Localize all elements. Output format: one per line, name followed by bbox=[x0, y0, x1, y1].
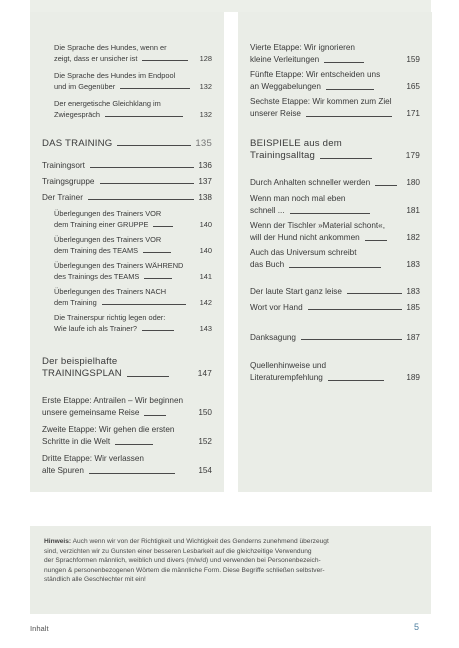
leader-line bbox=[90, 167, 194, 168]
toc-entry-text: dem Training bbox=[54, 297, 200, 308]
page-number: 189 bbox=[406, 373, 420, 382]
leader-line bbox=[127, 376, 169, 377]
leader-line bbox=[117, 145, 191, 146]
toc-entry-text: unsere gemeinsame Reise bbox=[42, 407, 198, 419]
page-number: 152 bbox=[198, 437, 212, 446]
toc-entry-thanks[interactable]: Danksagung 187 bbox=[250, 333, 420, 342]
toc-entry[interactable]: Der laute Start ganz leise 183 bbox=[250, 287, 420, 296]
leader-line bbox=[289, 267, 381, 268]
toc-entry-text: kleine Verleitungen bbox=[250, 54, 406, 66]
notice-text-line: nungen & personenbezogenen Wörtern die männliche Form. Diese Begriffe schließen selbstver- bbox=[44, 566, 325, 574]
toc-entry[interactable]: Die Sprache des Hundes, wenn er zeigt, dass er unsicher ist 128 bbox=[54, 43, 212, 63]
page-number: 140 bbox=[199, 220, 212, 229]
toc-entry-text: TRAININGSPLAN bbox=[42, 368, 198, 380]
toc-entry-text: schnell ... bbox=[250, 205, 406, 217]
toc-column-left bbox=[30, 12, 224, 492]
leader-line bbox=[324, 62, 364, 63]
toc-column-right bbox=[238, 12, 432, 492]
toc-subentry[interactable]: Überlegungen des Trainers VOR dem Training einer GRUPPE 140 bbox=[54, 209, 212, 229]
toc-entry-text: und im Gegenüber bbox=[54, 81, 200, 92]
page-number: 143 bbox=[199, 324, 212, 333]
leader-line bbox=[102, 304, 186, 305]
toc-entry[interactable]: Traingsgruppe 137 bbox=[42, 177, 212, 186]
toc-entry-text: Literaturempfehlung bbox=[250, 372, 406, 384]
page-number: 185 bbox=[406, 303, 420, 312]
toc-subentry[interactable]: Überlegungen des Trainers VOR dem Training des TEAMS 140 bbox=[54, 235, 212, 255]
toc-entry-text: Durch Anhalten schneller werden bbox=[250, 177, 406, 189]
leader-line bbox=[301, 339, 402, 340]
toc-entry-text: des Trainings des TEAMS bbox=[54, 271, 200, 282]
toc-entry-text: Wie laufe ich als Trainer? bbox=[54, 323, 200, 334]
toc-entry-text: zeigt, dass er unsicher ist bbox=[54, 53, 200, 64]
toc-entry[interactable]: Fünfte Etappe: Wir entscheiden uns an Weggabelungen 165 bbox=[250, 70, 420, 91]
page-number: 132 bbox=[199, 110, 212, 119]
leader-line bbox=[142, 330, 174, 331]
page-number: 147 bbox=[197, 369, 212, 378]
leader-line bbox=[100, 183, 195, 184]
page-number: 159 bbox=[406, 55, 420, 64]
footer-page-number: 5 bbox=[414, 622, 420, 632]
leader-line bbox=[143, 252, 171, 253]
toc-entry-text: Schritte in die Welt bbox=[42, 436, 198, 448]
page-number: 179 bbox=[405, 151, 420, 160]
page-number: 180 bbox=[406, 178, 420, 187]
notice-label: Hinweis: bbox=[44, 538, 72, 545]
gender-notice bbox=[30, 526, 431, 614]
toc-entry-text: will der Hund nicht ankommen bbox=[250, 232, 406, 244]
toc-entry[interactable]: Zweite Etappe: Wir gehen die ersten Schritte in die Welt 152 bbox=[42, 425, 212, 446]
page-number: 165 bbox=[406, 82, 420, 91]
toc-entry[interactable]: Der Trainer 138 bbox=[42, 193, 212, 202]
toc-subentry[interactable]: Überlegungen des Trainers WÄHREND des Trainings des TEAMS 141 bbox=[54, 261, 212, 281]
section-title: DAS TRAINING bbox=[42, 138, 113, 149]
toc-entry-text: alte Spuren bbox=[42, 465, 198, 477]
toc-entry-text: das Buch bbox=[250, 259, 406, 271]
toc-heading-plan[interactable]: Der beispielhafte TRAININGSPLAN 147 bbox=[42, 356, 212, 379]
leader-line bbox=[308, 309, 403, 310]
toc-entry[interactable]: Vierte Etappe: Wir ignorieren kleine Verleitungen 159 bbox=[250, 43, 420, 64]
notice-text-line: ständlich alle Geschlechter mit ein! bbox=[44, 576, 146, 584]
page-number: 138 bbox=[198, 193, 212, 202]
toc-heading-examples[interactable]: BEISPIELE aus dem Trainingsalltag 179 bbox=[250, 138, 420, 161]
page-number: 171 bbox=[406, 109, 420, 118]
top-band bbox=[30, 0, 431, 12]
toc-subentry[interactable]: Die Trainerspur richtig legen oder: Wie laufe ich als Trainer? 143 bbox=[54, 313, 212, 333]
toc-entry-text: dem Training des TEAMS bbox=[54, 245, 200, 256]
toc-entry-text: Zwiegespräch bbox=[54, 109, 200, 120]
toc-entry-text: an Weggabelungen bbox=[250, 81, 406, 93]
toc-subentry[interactable]: Überlegungen des Trainers NACH dem Training 142 bbox=[54, 287, 212, 307]
toc-entry[interactable]: Sechste Etappe: Wir kommen zum Ziel unserer Reise 171 bbox=[250, 97, 420, 118]
leader-line bbox=[365, 240, 387, 241]
page-number: 132 bbox=[199, 82, 212, 91]
toc-entry[interactable]: Der energetische Gleichklang im Zwiegespräch 132 bbox=[54, 99, 212, 119]
leader-line bbox=[375, 185, 397, 186]
toc-entry[interactable]: Dritte Etappe: Wir verlassen alte Spuren 154 bbox=[42, 454, 212, 475]
page-number: 142 bbox=[199, 298, 212, 307]
toc-entry[interactable]: Erste Etappe: Antrailen – Wir beginnen unsere gemeinsame Reise 150 bbox=[42, 396, 212, 417]
page-number: 137 bbox=[198, 177, 212, 186]
page-number: 183 bbox=[406, 260, 420, 269]
page-number: 187 bbox=[406, 333, 420, 342]
leader-line bbox=[105, 116, 183, 117]
page-number: 140 bbox=[199, 246, 212, 255]
toc-entry[interactable]: Auch das Universum schreibt das Buch 183 bbox=[250, 248, 420, 269]
page-number: 136 bbox=[198, 161, 212, 170]
leader-line bbox=[115, 444, 153, 445]
toc-entry[interactable]: Trainingsort 136 bbox=[42, 161, 212, 170]
toc-entry-text: dem Training einer GRUPPE bbox=[54, 219, 200, 230]
page-number: 181 bbox=[406, 206, 420, 215]
page-number: 183 bbox=[406, 287, 420, 296]
leader-line bbox=[290, 213, 370, 214]
toc-entry[interactable]: Die Sprache des Hundes im Endpool und im Gegenüber 132 bbox=[54, 71, 212, 91]
leader-line bbox=[320, 158, 372, 159]
leader-line bbox=[120, 88, 190, 89]
leader-line bbox=[142, 60, 188, 61]
page-number: 150 bbox=[198, 408, 212, 417]
notice-text-line: sind, verzichten wir zu Gunsten einer besseren Lesbarkeit auf die gleichzeitige Verwendung bbox=[44, 547, 312, 555]
page-number: 128 bbox=[199, 54, 212, 63]
notice-text-line: Auch wenn wir von der Richtigkeit und Wichtigkeit des Genderns zunehmend überzeugt bbox=[71, 538, 329, 545]
toc-entry-sources[interactable]: Quellenhinweise und Literaturempfehlung 189 bbox=[250, 361, 420, 382]
leader-line bbox=[88, 199, 194, 200]
leader-line bbox=[347, 293, 402, 294]
page-number: 135 bbox=[195, 138, 212, 149]
toc-entry-text: Trainingsalltag bbox=[250, 150, 406, 162]
leader-line bbox=[89, 473, 175, 474]
page-number: 182 bbox=[406, 233, 420, 242]
page-number: 141 bbox=[199, 272, 212, 281]
leader-line bbox=[326, 89, 374, 90]
toc-entry-text: unserer Reise bbox=[250, 108, 406, 120]
leader-line bbox=[153, 226, 173, 227]
leader-line bbox=[144, 278, 172, 279]
leader-line bbox=[306, 116, 392, 117]
toc-heading-training[interactable] bbox=[42, 138, 212, 150]
toc-entry[interactable]: Wenn man noch mal eben schnell ... 181 bbox=[250, 194, 420, 215]
toc-entry[interactable]: Wenn der Tischler »Material schont«, will der Hund nicht ankommen 182 bbox=[250, 221, 420, 242]
page-number: 154 bbox=[198, 466, 212, 475]
leader-line bbox=[144, 415, 166, 416]
leader-line bbox=[328, 380, 384, 381]
toc-entry[interactable]: Wort vor Hand 185 bbox=[250, 303, 420, 312]
toc-entry[interactable] bbox=[250, 177, 420, 189]
notice-text-line: der Sprachformen männlich, weiblich und divers (m/w/d) und verwenden bei Personenbezeich- bbox=[44, 557, 321, 565]
footer-section-label: Inhalt bbox=[30, 624, 49, 633]
